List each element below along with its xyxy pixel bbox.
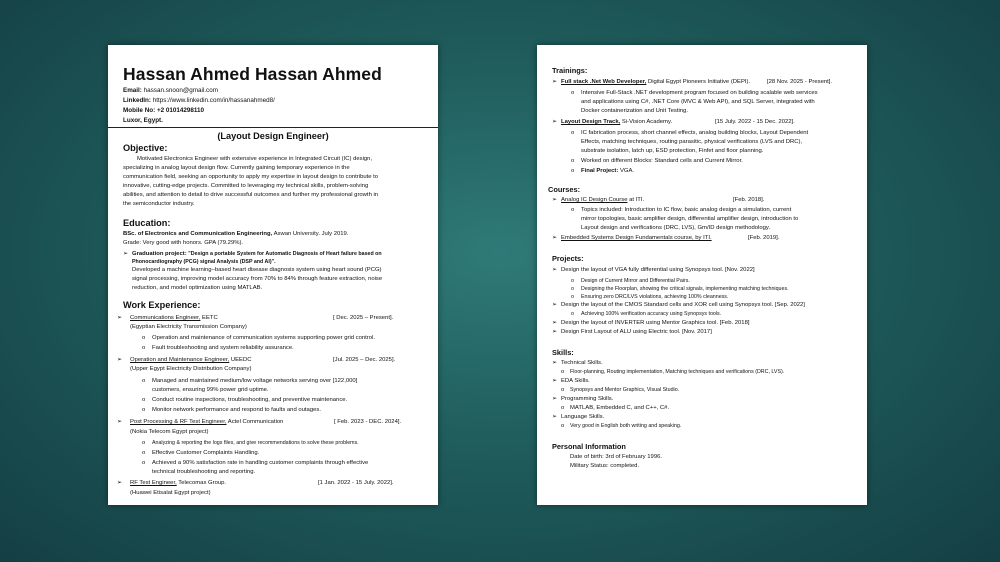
bullet-arrow-icon: ➢	[552, 119, 557, 125]
bullet-arrow-icon: ➢	[552, 197, 557, 203]
skill-item: Very good in English both writing and speaking.	[570, 423, 682, 429]
objective-line: innovative, cutting-edge projects. Committed to leveraging my technical skills, problem-solving	[123, 183, 369, 189]
education-heading: Education:	[123, 218, 171, 228]
bullet-circle-icon: o	[571, 207, 575, 213]
objective-line: the semiconductor industry.	[123, 201, 195, 207]
job-dates: [ Feb. 2023 - DEC. 2024].	[334, 419, 402, 425]
project-item: Design First Layout of ALU using Electric tool. [Nov. 2017]	[561, 329, 712, 335]
bullet-circle-icon: o	[561, 405, 565, 411]
job-title: Post Processing & RF Test Engineer, Actel Communication	[130, 419, 284, 425]
bullet-circle-icon: o	[142, 335, 146, 341]
project-sub: Achieving 100% verification accuracy using Synopsys tools.	[581, 311, 722, 317]
header-divider	[108, 127, 438, 128]
job-org: (Upper Egypt Electricity Distribution Company)	[130, 366, 252, 372]
bullet-circle-icon: o	[142, 378, 146, 384]
skill-category: Language Skills.	[561, 414, 605, 420]
training-bullet: substrate isolation, latch up, ESD protection, Finfet and floor planning.	[581, 148, 764, 154]
bullet-arrow-icon: ➢	[552, 360, 557, 366]
bullet-arrow-icon: ➢	[117, 480, 122, 486]
job-bullet: Operation and maintenance of communication systems supporting power grid control.	[152, 335, 375, 341]
bullet-arrow-icon: ➢	[123, 251, 128, 257]
training-title: Layout Design Track, Si-Vision Academy.	[561, 119, 673, 125]
bullet-circle-icon: o	[571, 130, 575, 136]
bullet-circle-icon: o	[571, 90, 575, 96]
skill-item: Synopsys and Mentor Graphics, Visual Studio.	[570, 387, 680, 393]
training-dates: [28 Nov. 2025 - Present].	[767, 79, 833, 85]
job-bullet: technical troubleshooting and reporting.	[152, 469, 256, 475]
training-dates: [15 July. 2022 - 15 Dec. 2022].	[715, 119, 795, 125]
grad-project-title: Phonocardiography (PCG) signal Analysis (DSP and AI)".	[132, 259, 276, 265]
job-bullet: customers, ensuring 99% power grid uptime.	[152, 387, 269, 393]
bullet-circle-icon: o	[142, 450, 146, 456]
course-bullet: mirror topologies, basic amplifier design, differential amplifier design, introduction to	[581, 216, 799, 222]
objective-line: abilities, and attention to detail to drive successful outcomes and further my professional growth in	[123, 192, 379, 198]
project-sub: Designing the Floorplan, showing the critical signals, implementing matching techniques.	[581, 286, 789, 292]
grade-line: Grade: Very good with honors. GPA (79.29%).	[123, 240, 244, 246]
bullet-arrow-icon: ➢	[117, 419, 122, 425]
course-dates: [Feb. 2019].	[748, 235, 780, 241]
job-org: (Nokia Telecom Egypt project)	[130, 429, 209, 435]
courses-heading: Courses:	[548, 185, 581, 194]
linkedin-line: LinkedIn: https://www.linkedin.com/in/hassanahmed8/	[123, 97, 275, 104]
bullet-circle-icon: o	[571, 294, 574, 300]
bullet-arrow-icon: ➢	[552, 79, 557, 85]
bullet-arrow-icon: ➢	[552, 396, 557, 402]
job-bullet: Conduct routine inspections, troubleshooting, and preventive maintenance.	[152, 397, 348, 403]
course-title: Embedded Systems Design Fundamentals course, by ITI.	[561, 235, 712, 241]
objective-line: Motivated Electronics Engineer with extensive experience in Integrated Circuit (IC) design,	[137, 156, 373, 162]
project-item: Design the layout of the CMOS Standard cells and XOR cell using Synopsys tool. [Sep. 2022]	[561, 302, 805, 308]
bullet-circle-icon: o	[571, 278, 574, 284]
objective-line: communication field, seeking an opportunity to apply my expertise in layout design to contribute to	[123, 174, 379, 180]
bullet-circle-icon: o	[571, 168, 575, 174]
job-org: (Huawei Etisalat Egypt project)	[130, 490, 211, 496]
course-title: Analog IC Design Course at ITI.	[561, 197, 645, 203]
bullet-circle-icon: o	[571, 311, 574, 317]
degree-line: BSc. of Electronics and Communication Engineering, Aswan University. July 2019.	[123, 231, 349, 237]
grad-project-desc: Developed a machine learning–based heart disease diagnosis system using heart sound (PCG)	[132, 267, 382, 273]
training-bullet: Intensive Full-Stack .NET development program focused on building scalable web services	[581, 90, 818, 96]
bullet-arrow-icon: ➢	[117, 315, 122, 321]
dob-line: Date of birth: 3rd of February 1996.	[570, 454, 663, 460]
objective-heading: Objective:	[123, 143, 168, 153]
training-bullet: and applications using C#, .NET Core (MVC & Web API), and SQL Server, integrated with	[581, 99, 815, 105]
bullet-arrow-icon: ➢	[552, 235, 557, 241]
bullet-circle-icon: o	[561, 423, 565, 429]
job-title: Communications Engineer, EETC	[130, 315, 218, 321]
email-line: Email: hassan.snoon@gmail.com	[123, 87, 218, 94]
job-bullet: Effective Customer Complaints Handling.	[152, 450, 260, 456]
job-org: (Egyptian Electricity Transmission Company)	[130, 324, 247, 330]
mobile-line: Mobile No: +2 01014298110	[123, 107, 205, 114]
training-title: Full stack .Net Web Developer, Digital Egypt Pioneers Initiative (DEPI).	[561, 79, 751, 85]
course-bullet: Topics included: Introduction to IC flow, basic analog design a simulation, current	[581, 207, 792, 213]
bullet-arrow-icon: ➢	[552, 329, 557, 335]
training-bullet: Docker containerization and Unit Testing.	[581, 108, 688, 114]
bullet-arrow-icon: ➢	[552, 302, 557, 308]
skill-category: Programming Skills.	[561, 396, 614, 402]
bullet-circle-icon: o	[142, 407, 146, 413]
course-bullet: Layout design and verifications (DRC, LVS), Gm/ID design methodology.	[581, 225, 771, 231]
skill-category: EDA Skills.	[561, 378, 590, 384]
job-title: RF Test Engineer, Telecomax Group.	[130, 480, 227, 486]
course-dates: [Feb. 2018].	[733, 197, 765, 203]
project-sub: Ensuring zero DRC/LVS violations, achieving 100% cleanness.	[581, 294, 729, 300]
job-dates: [ Dec. 2025 – Present].	[333, 315, 394, 321]
skill-item: Floor-planning, Routing implementation, Matching techniques and verifications (DRC, LVS).	[570, 369, 785, 375]
bullet-circle-icon: o	[571, 158, 575, 164]
candidate-name: Hassan Ahmed Hassan Ahmed	[123, 64, 382, 84]
bullet-arrow-icon: ➢	[117, 357, 122, 363]
bullet-circle-icon: o	[561, 369, 565, 375]
final-project-line: Final Project: VGA.	[581, 168, 635, 174]
skill-item: MATLAB, Embedded C, and C++, C#.	[570, 405, 670, 411]
location-line: Luxor, Egypt.	[123, 117, 163, 124]
job-bullet: Monitor network performance and respond to faults and outages.	[152, 407, 321, 413]
skill-category: Technical Skills.	[561, 360, 603, 366]
grad-project-desc: reduction, and model optimization using MATLAB.	[132, 285, 263, 291]
bullet-arrow-icon: ➢	[552, 267, 557, 273]
grad-project-line: Graduation project: "Design a portable System for Automatic Diagnosis of Heart failure based on	[132, 251, 382, 257]
bullet-arrow-icon: ➢	[552, 414, 557, 420]
job-dates: [1 Jan. 2022 - 15 July. 2022].	[318, 480, 394, 486]
grad-project-desc: signal processing, improving model accuracy from 70% to 84% through feature extraction, noise	[132, 276, 383, 282]
training-bullet: Effects, matching techniques, routing parasitic, physical verifications (LVS and DRC),	[581, 139, 803, 145]
role-title: (Layout Design Engineer)	[217, 131, 329, 141]
project-sub: Design of Current Mirror and Differential Pairs.	[581, 278, 690, 284]
work-heading: Work Experience:	[123, 300, 201, 310]
training-bullet: Worked on different Blocks: Standard cells and Current Mirror.	[581, 158, 743, 164]
project-item: Design the layout of INVERTER using Mentor Graphics tool. [Feb. 2018]	[561, 320, 750, 326]
training-bullet: IC fabrication process, short channel effects, analog building blocks, Layout Dependent	[581, 130, 809, 136]
skills-heading: Skills:	[552, 348, 574, 357]
bullet-circle-icon: o	[142, 440, 146, 446]
resume-page-1	[108, 45, 438, 505]
job-bullet: Managed and maintained medium/low voltage networks serving over [122,000]	[152, 378, 358, 384]
job-dates: [Jul. 2025 – Dec. 2025].	[333, 357, 396, 363]
objective-line: specializing in analog layout design flow. Currently gaining temporary experience in the	[123, 165, 350, 171]
bullet-circle-icon: o	[142, 397, 146, 403]
job-bullet: Fault troubleshooting and system reliability assurance.	[152, 345, 294, 351]
bullet-circle-icon: o	[571, 286, 574, 292]
resume-page-2	[537, 45, 867, 505]
job-title: Operation and Maintenance Engineer, UEEDC	[130, 357, 252, 363]
bullet-arrow-icon: ➢	[552, 378, 557, 384]
bullet-arrow-icon: ➢	[552, 320, 557, 326]
trainings-heading: Trainings:	[552, 66, 588, 75]
job-bullet: Achieved a 90% satisfaction rate in handling customer complaints through effective	[152, 460, 369, 466]
projects-heading: Projects:	[552, 254, 584, 263]
bullet-circle-icon: o	[561, 387, 565, 393]
bullet-circle-icon: o	[142, 345, 146, 351]
job-bullet: Analyzing & reporting the logs files, and give recommendations to solve these problems.	[152, 440, 359, 446]
bullet-circle-icon: o	[142, 460, 146, 466]
project-item: Design the layout of VGA fully differential using Synopsys tool. [Nov. 2022]	[561, 267, 755, 273]
military-line: Military Status: completed.	[570, 463, 640, 469]
personal-heading: Personal Information	[552, 442, 626, 451]
